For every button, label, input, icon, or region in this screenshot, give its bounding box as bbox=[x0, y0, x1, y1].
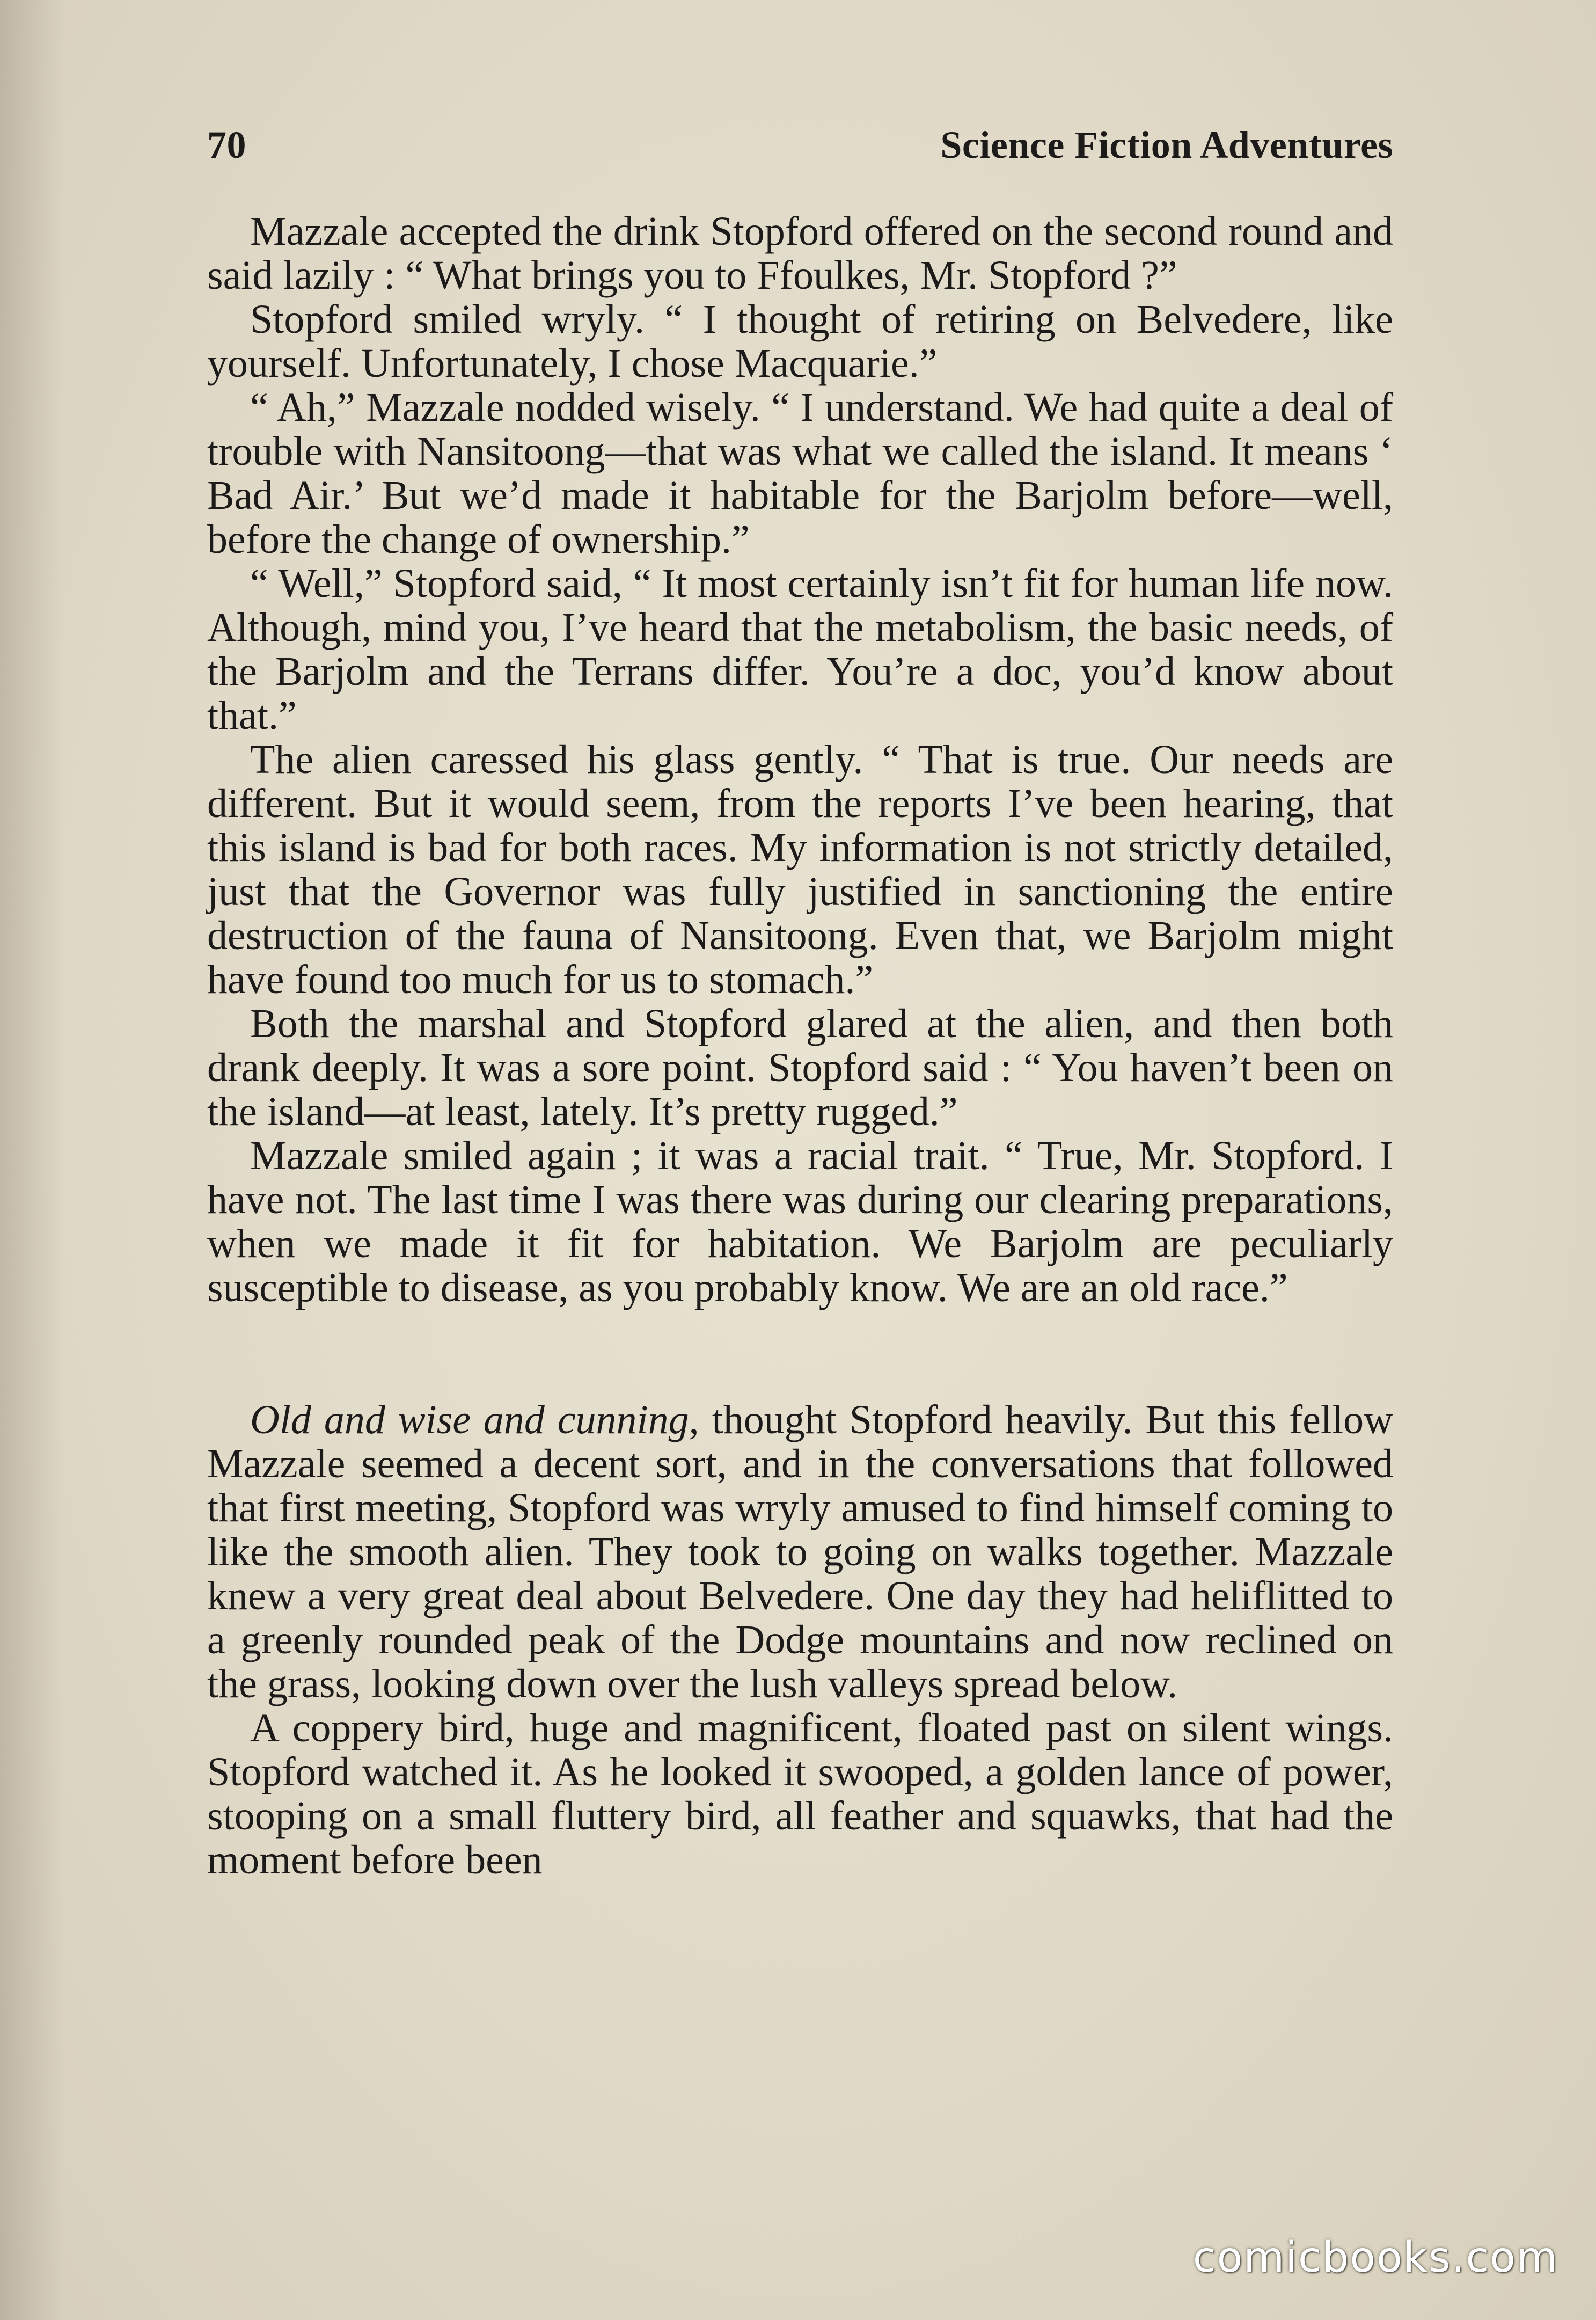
paragraph-5: The alien caressed his glass gently. “ That is true. Our needs are different. But it would seem, from the reports I’ve been hearing, that this island is bad for both races. My information is not strictly detailed, just that the Governor was fully justified in sanctioning the entire destruction of the fauna of Nansitoong. Even that, we Barjolm might have found too much for us to stomach.” bbox=[207, 737, 1393, 1002]
paragraph-4: “ Well,” Stopford said, “ It most certainly isn’t fit for human life now. Although, mind you, I’ve heard that the metabolism, the basic needs, of the Barjolm and the Terrans differ. You’re a doc, you’d know about that.” bbox=[207, 561, 1393, 738]
paragraph-2: Stopford smiled wryly. “ I thought of retiring on Belvedere, like yourself. Unfortunately, I chose Macquarie.” bbox=[207, 297, 1393, 386]
italic-phrase: Old and wise and cunning bbox=[250, 1397, 689, 1442]
page-shadow bbox=[0, 0, 64, 2320]
paragraph-9: A coppery bird, huge and magnificent, floated past on silent wings. Stopford watched it. As he looked it swooped, a golden lance of power, stooping on a small fluttery bird, all feather and squawks, that had the moment before been bbox=[207, 1705, 1393, 1883]
paragraph-6: Both the marshal and Stopford glared at the alien, and then both drank deeply. It was a sore point. Stopford said : “ You haven’t been on the island—at least, lately. It’s pretty rugged.” bbox=[207, 1001, 1393, 1134]
page-number: 70 bbox=[207, 123, 246, 166]
running-title: Science Fiction Adventures bbox=[940, 123, 1393, 166]
site-watermark: comicbooks.com bbox=[1192, 2234, 1558, 2282]
running-header bbox=[207, 122, 1393, 167]
paragraph-7: Mazzale smiled again ; it was a racial trait. “ True, Mr. Stopford. I have not. The last time I was there was during our clearing preparations, when we made it fit for habitation. We Barjolm are peculiarly susceptible to disease, as you probably know. We are an old race.” bbox=[207, 1133, 1393, 1310]
paragraph-8-text: , thought Stopford heavily. But this fellow Mazzale seemed a decent sort, and in the conversations that followed that first meeting, Stopford was wryly amused to find himself coming to like the smooth alien. They took to going on walks together. Mazzale knew a very great deal about Belvedere. One day they had heliflitted to a greenly rounded peak of the Dodge mountains and now reclined on the grass, looking down over the lush valleys spread below. bbox=[207, 1397, 1393, 1706]
paragraph-1: Mazzale accepted the drink Stopford offered on the second round and said lazily : “ What brings you to Ffoulkes, Mr. Stopford ?” bbox=[207, 209, 1393, 298]
paragraph-8 bbox=[207, 1398, 1393, 1706]
paragraph-3: “ Ah,” Mazzale nodded wisely. “ I understand. We had quite a deal of trouble with Nansitoong—that was what we called the island. It means ‘ Bad Air.’ But we’d made it habitable for the Barjolm before—well, before the change of ownership.” bbox=[207, 385, 1393, 562]
story-text bbox=[207, 209, 1393, 1882]
